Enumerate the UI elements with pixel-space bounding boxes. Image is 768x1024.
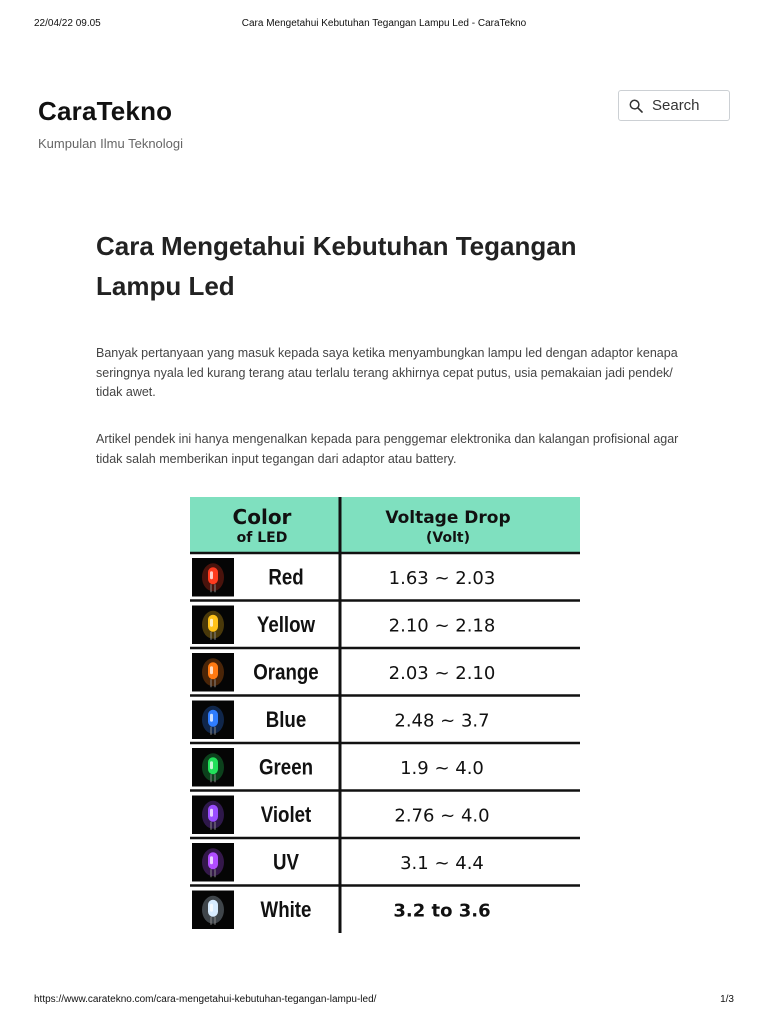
- led-color-name: Red: [268, 566, 304, 591]
- led-voltage-value: 1.63 ~ 2.03: [388, 567, 496, 589]
- led-voltage-value: 2.76 ~ 4.0: [394, 805, 490, 827]
- led-color-name: Violet: [260, 803, 312, 828]
- header-voltage-label: Voltage Drop: [385, 508, 511, 528]
- led-highlight: [210, 666, 213, 674]
- led-highlight: [210, 571, 213, 579]
- print-url: https://www.caratekno.com/cara-mengetahui-kebutuhan-tegangan-lampu-led/: [34, 994, 377, 1005]
- led-highlight: [210, 619, 213, 627]
- led-color-name: Green: [258, 756, 314, 781]
- led-color-name: Orange: [253, 661, 319, 686]
- print-page-number: 1/3: [720, 994, 734, 1005]
- led-highlight: [210, 761, 213, 769]
- header-voltage-sublabel: (Volt): [426, 530, 470, 546]
- post-paragraph-2: Artikel pendek ini hanya mengenalkan kepada para penggemar elektronika dan kalangan profisional agar tidak salah memberikan input tegangan dari adaptor atau battery.: [96, 432, 679, 466]
- led-color-name: UV: [273, 851, 299, 876]
- print-footer: [34, 994, 734, 1005]
- led-voltage-value: 3.2 to 3.6: [393, 900, 491, 922]
- led-highlight: [210, 904, 213, 912]
- led-color-name: White: [260, 898, 312, 923]
- led-voltage-value: 2.48 ~ 3.7: [394, 710, 490, 732]
- site-tagline: Kumpulan Ilmu Teknologi: [38, 136, 184, 151]
- led-voltage-table-image: [190, 497, 580, 933]
- led-voltage-value: 3.1 ~ 4.4: [400, 852, 484, 874]
- post-paragraph-1: Banyak pertanyaan yang masuk kepada saya ketika menyambungkan lampu led dengan adaptor kenapa seringnya nyala led kurang terang atau terlalu terang akhirnya cepat putus, usia pemakaian jadi pendek/ tidak awet.: [96, 346, 678, 399]
- site-title[interactable]: CaraTekno: [38, 96, 173, 126]
- search-button[interactable]: [618, 90, 730, 121]
- led-color-name: Blue: [265, 708, 307, 733]
- print-date: 22/04/22 09.05: [34, 18, 101, 29]
- led-highlight: [210, 809, 213, 817]
- post-title: Cara Mengetahui Kebutuhan Tegangan Lampu Led: [96, 231, 577, 301]
- header-color-sublabel: of LED: [236, 530, 288, 546]
- led-color-name: Yellow: [256, 613, 316, 638]
- print-document-title: Cara Mengetahui Kebutuhan Tegangan Lampu Led - CaraTekno: [241, 18, 527, 29]
- led-voltage-value: 2.03 ~ 2.10: [388, 662, 496, 684]
- led-highlight: [210, 856, 213, 864]
- led-voltage-table: [190, 497, 580, 933]
- led-highlight: [210, 714, 213, 722]
- header-color-label: Color: [232, 505, 292, 529]
- search-icon: [629, 99, 643, 113]
- led-voltage-value: 2.10 ~ 2.18: [388, 615, 496, 637]
- led-voltage-value: 1.9 ~ 4.0: [400, 757, 484, 779]
- search-label: Search: [652, 97, 700, 114]
